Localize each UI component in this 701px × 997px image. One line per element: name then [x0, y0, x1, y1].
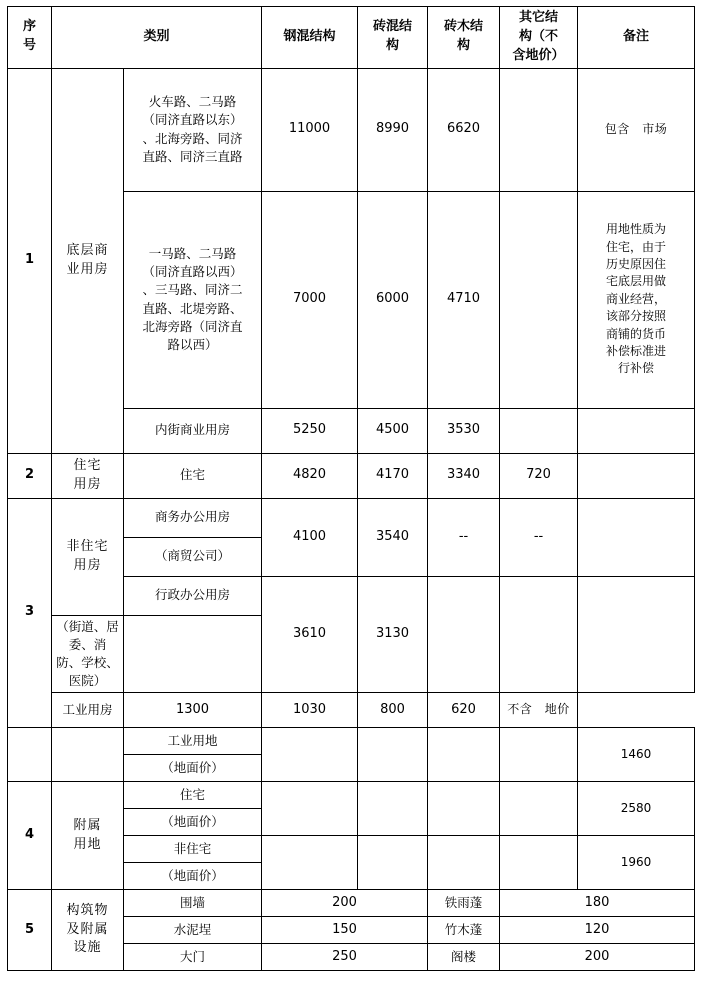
- category-residential: [52, 453, 124, 498]
- address-group-2: [124, 191, 262, 408]
- header-index-line1: 序: [22, 19, 36, 35]
- subcategory-industrial-building: 工业用房: [52, 693, 124, 728]
- subcategory-admin-office-scope: [52, 615, 124, 693]
- header-index-line2: 号: [22, 38, 36, 54]
- value-steel-concrete: [262, 782, 358, 836]
- structure-name-iron-canopy: 铁雨蓬: [428, 890, 500, 917]
- header-other-line3: 含地价）: [512, 47, 565, 63]
- header-brick-concrete-line2: 构: [386, 38, 400, 54]
- value-other: [500, 728, 578, 782]
- address-line: 直路、同济三直路: [142, 148, 243, 164]
- address-line: 一马路、二马路: [148, 246, 237, 262]
- value-brick-wood: 3340: [428, 453, 500, 498]
- value-brick-wood: 6620: [428, 68, 500, 191]
- table-header-row: [8, 7, 695, 69]
- remark-cell: [578, 453, 695, 498]
- address-line: （同济直路以西）: [142, 264, 243, 280]
- value-other: [500, 782, 578, 836]
- header-brick-concrete: [358, 7, 428, 69]
- value-steel-concrete: 3610: [262, 576, 358, 693]
- value-steel-concrete: [262, 728, 358, 782]
- subcategory-business-office-note: （商贸公司）: [124, 537, 262, 576]
- remark-cell: [578, 498, 695, 576]
- subcategory-industrial-land: 工业用地: [124, 728, 262, 755]
- remark-line: 用地性质为: [606, 222, 667, 237]
- value-brick-concrete: 4170: [358, 453, 428, 498]
- remark-line: 商业经营，: [606, 291, 667, 306]
- table-row: [8, 890, 695, 917]
- value-brick-wood: [428, 836, 500, 890]
- address-line: 火车路、二马路: [148, 94, 237, 110]
- structure-value-attic: 200: [500, 944, 695, 971]
- structure-name-wall: 围墙: [124, 890, 262, 917]
- row-index-3: 3: [8, 498, 52, 728]
- subcategory-line: 防、学校、医院）: [56, 654, 119, 688]
- remark-cell: 不含 地价: [500, 693, 578, 728]
- header-brick-concrete-line1: 砖混结: [373, 19, 413, 35]
- structure-value-wall: 200: [262, 890, 428, 917]
- value-other: [500, 191, 578, 408]
- value-brick-wood: [428, 782, 500, 836]
- value-steel-concrete: 4820: [262, 453, 358, 498]
- value-brick-wood: [428, 576, 500, 693]
- value-other: [500, 576, 578, 693]
- structure-name-bamboo-canopy: 竹木蓬: [428, 917, 500, 944]
- value-brick-concrete: [358, 728, 428, 782]
- row-index-2: 2: [8, 453, 52, 498]
- value-brick-concrete: 3130: [358, 576, 428, 693]
- value-other: 720: [500, 453, 578, 498]
- value-other: --: [500, 498, 578, 576]
- subcategory-aux-residential-note: （地面价）: [124, 809, 262, 836]
- address-line: 路以西）: [167, 336, 218, 352]
- value-steel-concrete: 1300: [124, 693, 262, 728]
- category-line1: 底层商: [66, 242, 109, 258]
- header-other-line1: 其它结: [519, 10, 559, 25]
- remark-line: 该部分按照: [606, 309, 667, 324]
- structure-value-iron-canopy: 180: [500, 890, 695, 917]
- category-line1: 非住宅: [66, 538, 109, 554]
- value-brick-concrete: 4500: [358, 408, 428, 453]
- category-line2: 业用房: [66, 261, 109, 277]
- category-structures: [52, 890, 124, 971]
- subcategory-aux-residential: 住宅: [124, 782, 262, 809]
- remark-cell: 1460: [578, 728, 695, 782]
- value-other: [500, 68, 578, 191]
- address-group-3: [124, 408, 262, 453]
- category-line2: 用房: [73, 557, 102, 573]
- subcategory-residential: 住宅: [124, 453, 262, 498]
- address-line: 、北海旁路、同济: [142, 130, 243, 146]
- table-row: [8, 68, 695, 191]
- header-brick-wood-line2: 构: [457, 38, 471, 54]
- category-auxiliary-land: [52, 782, 124, 890]
- structure-name-gate: 大门: [124, 944, 262, 971]
- value-brick-concrete: 1030: [262, 693, 358, 728]
- table-row: [8, 728, 695, 755]
- address-group-1: [124, 68, 262, 191]
- header-category: 类别: [52, 7, 262, 69]
- row-index-4: 4: [8, 782, 52, 890]
- remark-cell: [578, 408, 695, 453]
- value-brick-concrete: [358, 782, 428, 836]
- subcategory-industrial-land-note: （地面价）: [124, 755, 262, 782]
- category-line3: 设施: [73, 940, 102, 956]
- address-line: 直路、北堤旁路、: [142, 300, 243, 316]
- value-other: [500, 408, 578, 453]
- header-brick-wood-line1: 砖木结: [444, 19, 484, 35]
- address-line: 北海旁路（同济直: [142, 318, 243, 334]
- remark-cell: [578, 576, 695, 693]
- value-brick-wood: [428, 728, 500, 782]
- value-brick-concrete: 6000: [358, 191, 428, 408]
- value-steel-concrete: 5250: [262, 408, 358, 453]
- header-remark: 备注: [578, 7, 695, 69]
- subcategory-line: （街道、居委、消: [56, 618, 119, 652]
- value-brick-wood: --: [428, 498, 500, 576]
- category-line2: 及附属: [66, 921, 109, 937]
- header-brick-wood: [428, 7, 500, 69]
- address-line: 、三马路、同济二: [142, 282, 243, 298]
- structure-name-cement-yard: 水泥埕: [124, 917, 262, 944]
- value-brick-concrete: 8990: [358, 68, 428, 191]
- address-line: 内街商业用房: [155, 422, 231, 438]
- structure-name-attic: 阁楼: [428, 944, 500, 971]
- category-line2: 用房: [73, 476, 102, 492]
- row-index-5: 5: [8, 890, 52, 971]
- structure-value-cement-yard: 150: [262, 917, 428, 944]
- subcategory-aux-non-residential: 非住宅: [124, 836, 262, 863]
- value-steel-concrete: 4100: [262, 498, 358, 576]
- category-non-residential-cont: [52, 728, 124, 782]
- value-other: [500, 836, 578, 890]
- category-ground-floor-commercial: [52, 68, 124, 453]
- structure-value-gate: 250: [262, 944, 428, 971]
- row-index-1: 1: [8, 68, 52, 453]
- remark-cell: 包含 市场: [578, 68, 695, 191]
- category-line2: 用地: [73, 836, 102, 852]
- remark-line: 历史原因住: [606, 257, 667, 272]
- remark-cell: 2580: [578, 782, 695, 836]
- category-line1: 构筑物: [66, 902, 109, 918]
- subcategory-admin-office: 行政办公用房: [124, 576, 262, 615]
- value-steel-concrete: 7000: [262, 191, 358, 408]
- header-other-structure: [500, 7, 578, 69]
- remark-line: 行补偿: [618, 361, 655, 376]
- structure-value-bamboo-canopy: 120: [500, 917, 695, 944]
- value-other: 620: [428, 693, 500, 728]
- value-steel-concrete: [262, 836, 358, 890]
- table-row: [8, 782, 695, 809]
- value-brick-concrete: [358, 836, 428, 890]
- row-index-3-cont: [8, 728, 52, 782]
- subcategory-aux-non-residential-note: （地面价）: [124, 863, 262, 890]
- remark-line: 宅底层用做: [606, 274, 667, 289]
- remark-cell: 1960: [578, 836, 695, 890]
- address-line: （同济直路以东）: [142, 112, 243, 128]
- category-line1: 住宅: [73, 457, 102, 473]
- table-row: [8, 453, 695, 498]
- value-brick-wood: 4710: [428, 191, 500, 408]
- value-brick-wood: 3530: [428, 408, 500, 453]
- value-brick-concrete: 3540: [358, 498, 428, 576]
- header-steel-concrete: 钢混结构: [262, 7, 358, 69]
- category-non-residential: [52, 498, 124, 615]
- header-index: [8, 7, 52, 69]
- remark-line: 补偿标准进: [606, 344, 667, 358]
- subcategory-business-office: 商务办公用房: [124, 498, 262, 537]
- table-row: [8, 693, 695, 728]
- remark-cell: [578, 191, 695, 408]
- header-other-line2: 构（不: [519, 28, 559, 44]
- category-line1: 附属: [73, 817, 102, 833]
- table-row: [8, 498, 695, 537]
- value-steel-concrete: 11000: [262, 68, 358, 191]
- compensation-price-table: [7, 6, 695, 971]
- remark-line: 商铺的货币: [606, 326, 667, 341]
- value-brick-wood: 800: [358, 693, 428, 728]
- remark-line: 住宅，由于: [606, 239, 667, 254]
